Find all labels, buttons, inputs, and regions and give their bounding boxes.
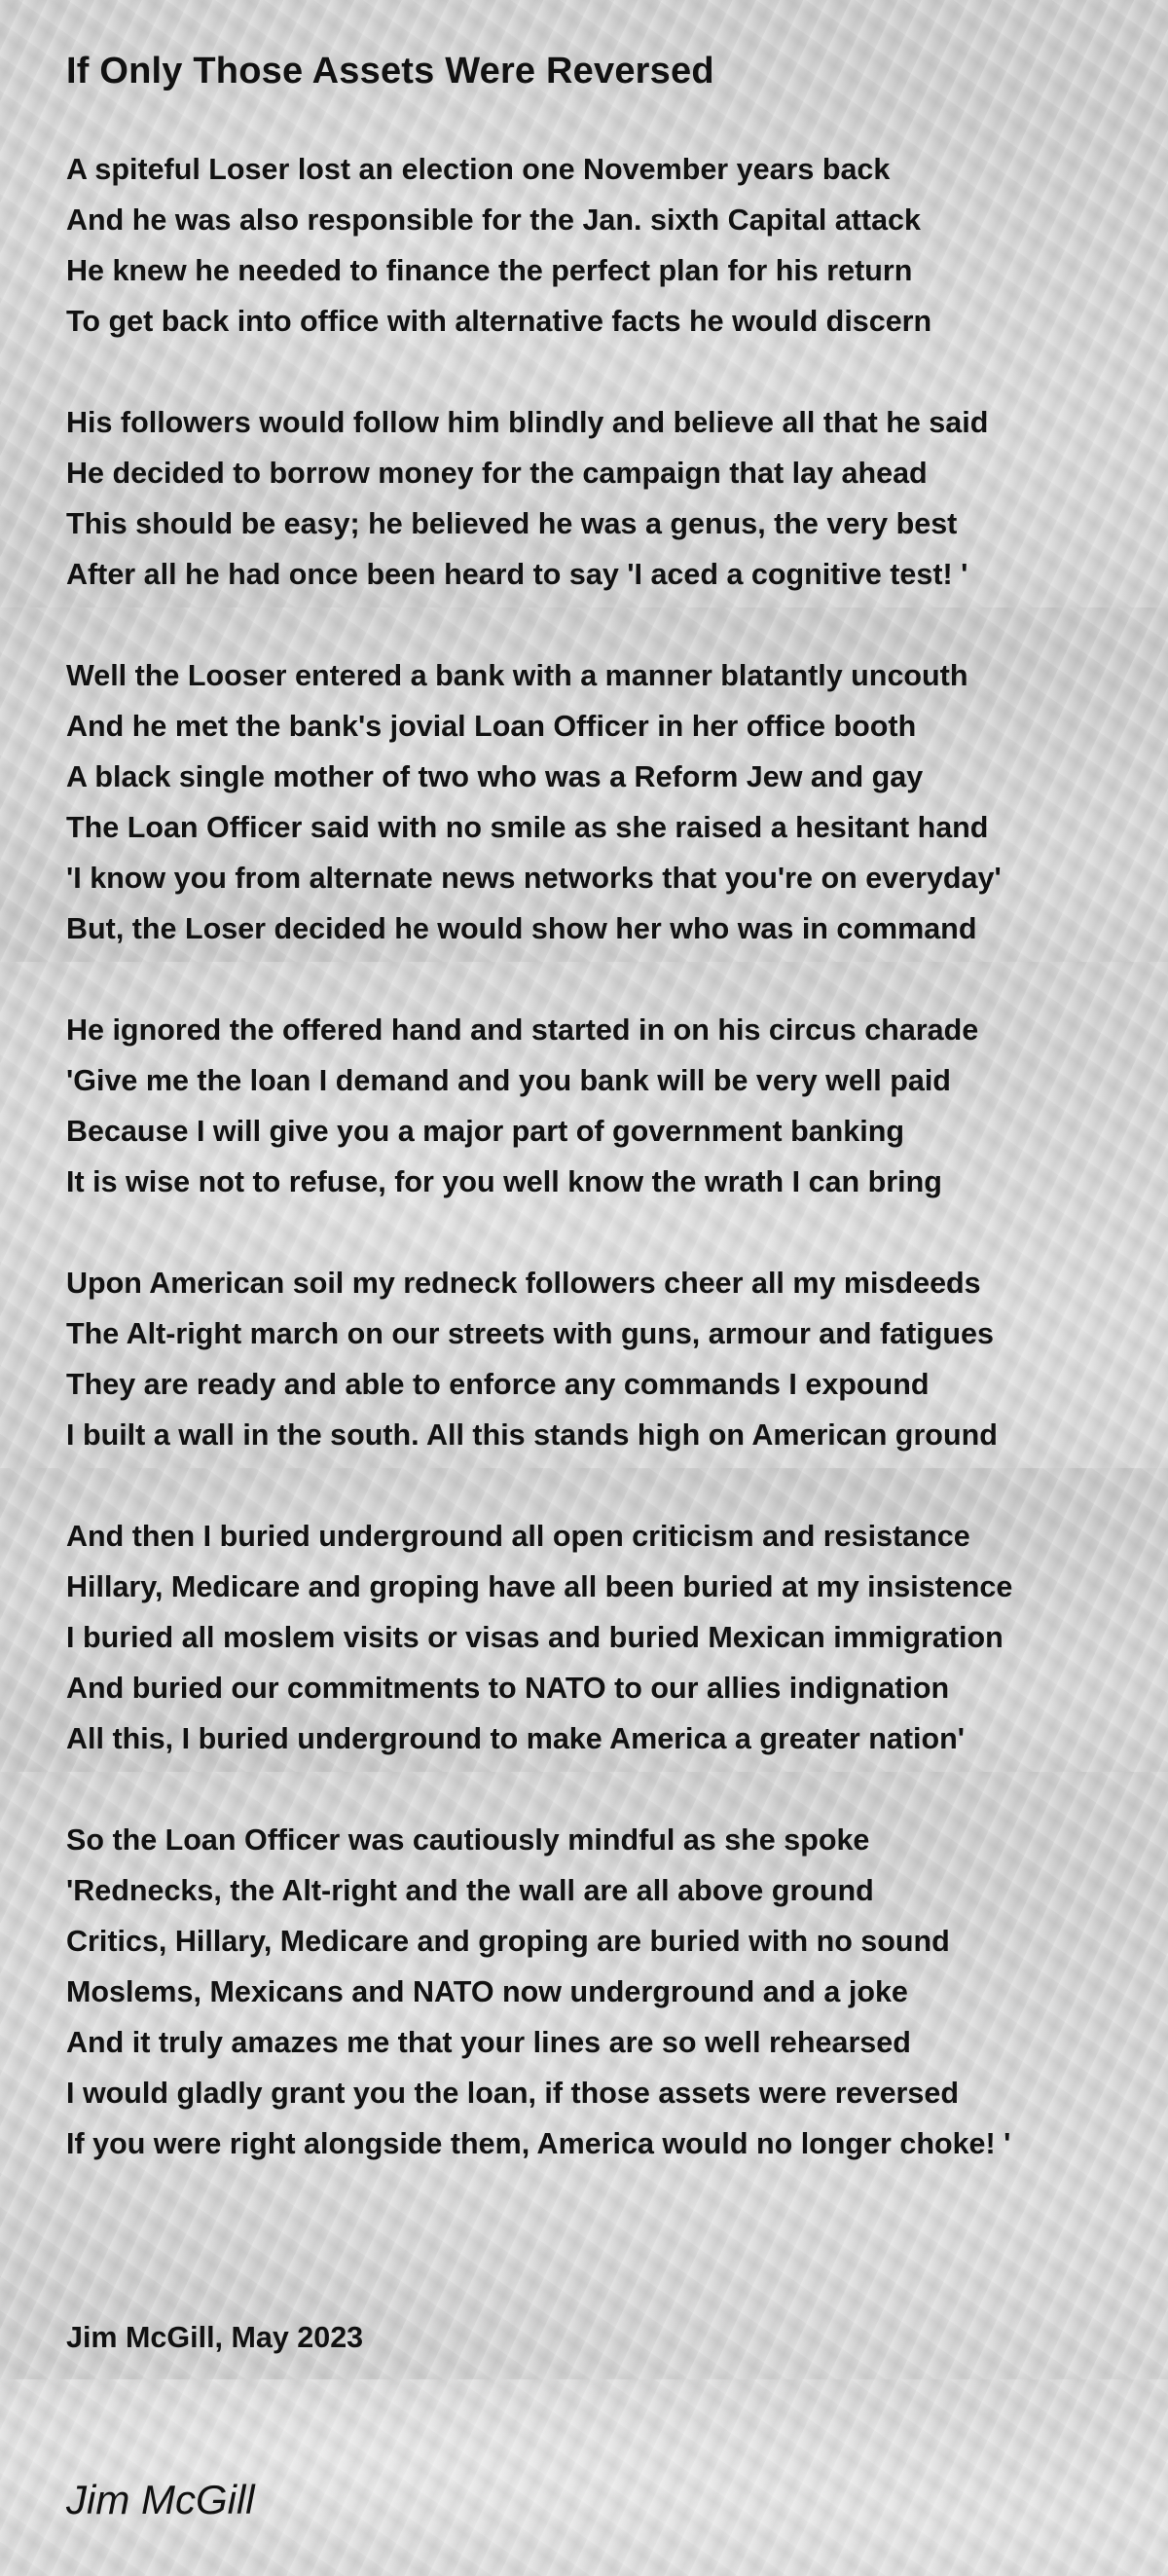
stanza xyxy=(66,1258,1012,1460)
poem-line: 'I know you from alternate news networks that you're on everyday' xyxy=(66,862,1002,895)
stanza xyxy=(66,1511,1012,1764)
poem-line: Critics, Hillary, Medicare and groping are buried with no sound xyxy=(66,1925,950,1958)
poem-line: If you were right alongside them, America would no longer choke! ' xyxy=(66,2127,1011,2160)
poem-line: And buried our commitments to NATO to our allies indignation xyxy=(66,1672,950,1705)
poem-line: 'Give me the loan I demand and you bank will be very well paid xyxy=(66,1064,951,1097)
poem-line: Moslems, Mexicans and NATO now underground and a joke xyxy=(66,1975,908,2008)
poem-line: And he met the bank's jovial Loan Officer in her office booth xyxy=(66,710,917,743)
stanza xyxy=(66,397,1012,600)
poem-line: After all he had once been heard to say 'I aced a cognitive test! ' xyxy=(66,558,968,591)
poem-line: His followers would follow him blindly and believe all that he said xyxy=(66,406,989,439)
poem-line: The Alt-right march on our streets with guns, armour and fatigues xyxy=(66,1317,994,1350)
stanza xyxy=(66,144,1012,347)
poem-line: Well the Looser entered a bank with a manner blatantly uncouth xyxy=(66,659,968,692)
poem-line: And it truly amazes me that your lines are so well rehearsed xyxy=(66,2026,911,2059)
stanza xyxy=(66,1815,1012,2169)
author-signature: Jim McGill xyxy=(66,2477,255,2522)
poem-line: They are ready and able to enforce any commands I expound xyxy=(66,1368,930,1401)
poem-line: It is wise not to refuse, for you well know the wrath I can bring xyxy=(66,1165,942,1198)
poem-line: To get back into office with alternative facts he would discern xyxy=(66,305,932,338)
poem-line: I buried all moslem visits or visas and buried Mexican immigration xyxy=(66,1621,1004,1654)
poem-line: And he was also responsible for the Jan. sixth Capital attack xyxy=(66,203,921,237)
poem-line: The Loan Officer said with no smile as she raised a hesitant hand xyxy=(66,811,989,844)
poem-line: He ignored the offered hand and started in on his circus charade xyxy=(66,1013,979,1047)
poem-title: If Only Those Assets Were Reversed xyxy=(66,51,714,92)
author-dateline: Jim McGill, May 2023 xyxy=(66,2321,364,2354)
poem-body xyxy=(66,144,1012,2220)
poem-line: Hillary, Medicare and groping have all been buried at my insistence xyxy=(66,1570,1013,1603)
poem-line: Because I will give you a major part of government banking xyxy=(66,1115,904,1148)
poem-line: A spiteful Loser lost an election one November years back xyxy=(66,153,891,186)
poem-line: This should be easy; he believed he was a genus, the very best xyxy=(66,507,958,540)
poem-line: But, the Loser decided he would show her who was in command xyxy=(66,912,977,945)
poem-line: Upon American soil my redneck followers cheer all my misdeeds xyxy=(66,1267,981,1300)
poem-line: All this, I buried underground to make America a greater nation' xyxy=(66,1722,965,1755)
poem-line: He decided to borrow money for the campaign that lay ahead xyxy=(66,457,928,490)
poem-line: I built a wall in the south. All this stands high on American ground xyxy=(66,1418,998,1452)
stanza xyxy=(66,650,1012,954)
stanza xyxy=(66,1005,1012,1207)
poem-line: 'Rednecks, the Alt-right and the wall are all above ground xyxy=(66,1874,874,1907)
poem-line: A black single mother of two who was a Reform Jew and gay xyxy=(66,760,924,793)
poem-line: He knew he needed to finance the perfect plan for his return xyxy=(66,254,913,287)
poem-line: And then I buried underground all open criticism and resistance xyxy=(66,1520,970,1553)
poem-line: I would gladly grant you the loan, if those assets were reversed xyxy=(66,2077,959,2110)
poem-line: So the Loan Officer was cautiously mindful as she spoke xyxy=(66,1823,870,1857)
